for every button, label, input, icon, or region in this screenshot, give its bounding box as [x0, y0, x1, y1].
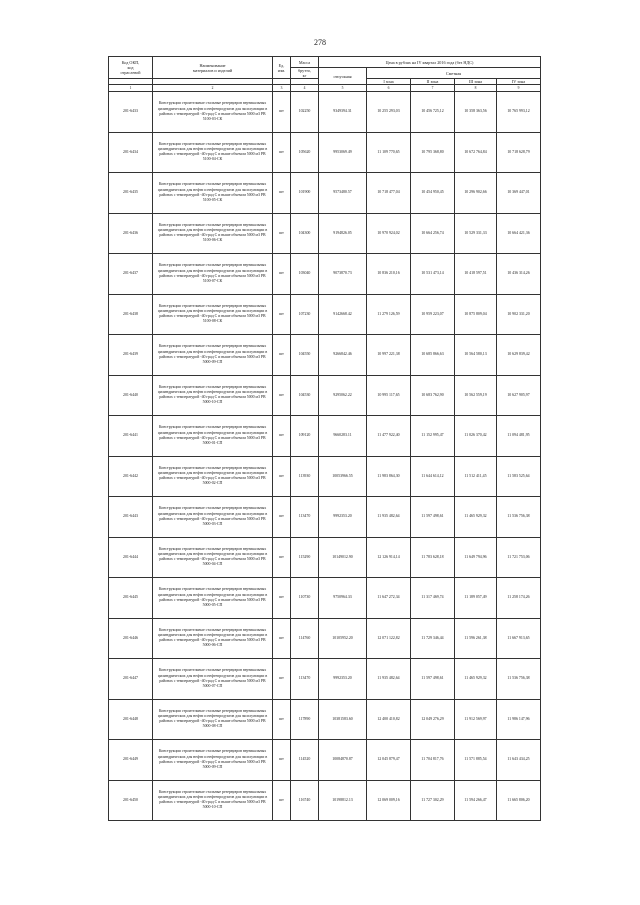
row-price-zone-1: 10 997 221,38 [367, 335, 411, 376]
row-price-zone-1: 12 045 879,47 [367, 740, 411, 781]
row-unit: шт [273, 537, 291, 578]
row-price-zone-1: 11 983 864,30 [367, 456, 411, 497]
row-price-zone-3: 10 358 363,56 [455, 92, 497, 133]
row-price-zone-3: 11 912 569,97 [455, 699, 497, 740]
row-code: 201-6445 [109, 578, 153, 619]
row-price-zone-3: 10 418 597,51 [455, 254, 497, 295]
row-description: Конструкции строительные стальные резервуаров вертикальных цилиндрических для нефти и нефтепродуктов для эксплуатации в районах с температурой -40 град С и выше объемом 5000 м3 РВ 5100-05-СК [153, 173, 273, 214]
row-price-zone-3: 11 465 929,32 [455, 497, 497, 538]
row-price-zone-2: 11 644 614,12 [411, 456, 455, 497]
row-mass: 107230 [291, 294, 319, 335]
row-price-zone-3: 11 649 794,96 [455, 537, 497, 578]
header-mass-gross: брутто, кг [291, 68, 319, 79]
table-row [109, 335, 541, 376]
row-description: Конструкции строительные стальные резервуаров вертикальных цилиндрических для нефти и нефтепродуктов для эксплуатации в районах с температурой -40 град С и выше объемом 5000 м3 РВ 5000-06-СП [153, 618, 273, 659]
row-wholesale-price: 9953069.49 [319, 132, 367, 173]
column-number: 3 [273, 85, 291, 92]
row-wholesale-price: 9266842.46 [319, 335, 367, 376]
table-row [109, 659, 541, 700]
row-mass: 114760 [291, 618, 319, 659]
row-wholesale-price: 9194826.05 [319, 213, 367, 254]
column-number: 9 [497, 85, 541, 92]
row-price-zone-2: 10 664 256,74 [411, 213, 455, 254]
row-wholesale-price: 9295062.22 [319, 375, 367, 416]
row-unit: шт [273, 375, 291, 416]
row-price-zone-2: 10 531 473,14 [411, 254, 455, 295]
row-unit: шт [273, 578, 291, 619]
table-body [109, 92, 541, 821]
row-price-zone-3: 11 596 261,38 [455, 618, 497, 659]
row-price-zone-1: 11 647 272,34 [367, 578, 411, 619]
row-mass: 110730 [291, 578, 319, 619]
row-unit: шт [273, 497, 291, 538]
table-row [109, 578, 541, 619]
row-description: Конструкции строительные стальные резервуаров вертикальных цилиндрических для нефти и нефтепродуктов для эксплуатации в районах с температурой -40 град С и выше объемом 5000 м3 РВ 5000-10-СП [153, 375, 273, 416]
row-price-zone-1: 12 126 914,14 [367, 537, 411, 578]
row-unit: шт [273, 92, 291, 133]
row-price-zone-1: 11 935 482,64 [367, 497, 411, 538]
row-wholesale-price: 9660283.11 [319, 416, 367, 457]
row-price-zone-4: 10 436 314,26 [497, 254, 541, 295]
row-description: Конструкции строительные стальные резервуаров вертикальных цилиндрических для нефти и нефтепродуктов для эксплуатации в районах с температурой -40 град С и выше объемом 5000 м3 РВ 5100-08-СК [153, 294, 273, 335]
row-code: 201-6442 [109, 456, 153, 497]
row-wholesale-price: 9750964.33 [319, 578, 367, 619]
row-wholesale-price: 9992353.20 [319, 497, 367, 538]
row-code: 201-6444 [109, 537, 153, 578]
row-mass: 113470 [291, 659, 319, 700]
row-price-zone-3: 10 529 331,33 [455, 213, 497, 254]
row-price-zone-2: 11 729 346,44 [411, 618, 455, 659]
table-row [109, 699, 541, 740]
row-price-zone-1: 12 071 122,82 [367, 618, 411, 659]
row-description: Конструкции строительные стальные резервуаров вертикальных цилиндрических для нефти и нефтепродуктов для эксплуатации в районах с температурой -40 град С и выше объемом 5000 м3 РВ 5000-05-СП [153, 578, 273, 619]
table-row [109, 537, 541, 578]
price-table [108, 56, 541, 821]
row-price-zone-3: 11 026 370,42 [455, 416, 497, 457]
table-row [109, 294, 541, 335]
row-price-zone-2: 10 685 866,63 [411, 335, 455, 376]
row-price-zone-4: 11 721 753,06 [497, 537, 541, 578]
row-description: Конструкции строительные стальные резервуаров вертикальных цилиндрических для нефти и нефтепродуктов для эксплуатации в районах с температурой -40 град С и выше объемом 5000 м3 РВ 5100-04-СК [153, 132, 273, 173]
row-code: 201-6434 [109, 132, 153, 173]
row-mass: 109120 [291, 416, 319, 457]
row-price-zone-4: 11 536 756,38 [497, 659, 541, 700]
row-description: Конструкции строительные стальные резервуаров вертикальных цилиндрических для нефти и нефтепродуктов для эксплуатации в районах с температурой -40 град С и выше объемом 5000 м3 РВ 5000-01-СП [153, 416, 273, 457]
header-code: Код ОКП, код отраслевой [109, 57, 153, 79]
row-price-zone-3: 11 571 885,54 [455, 740, 497, 781]
column-number: 5 [319, 85, 367, 92]
row-code: 201-6447 [109, 659, 153, 700]
row-code: 201-6446 [109, 618, 153, 659]
table-row [109, 92, 541, 133]
row-wholesale-price: 10053966.55 [319, 456, 367, 497]
row-price-zone-4: 11 643 434,25 [497, 740, 541, 781]
row-price-zone-3: 10 296 902,66 [455, 173, 497, 214]
column-number: 7 [411, 85, 455, 92]
row-price-zone-3: 11 465 929,32 [455, 659, 497, 700]
column-number: 4 [291, 85, 319, 92]
row-price-zone-3: 11 189 057,49 [455, 578, 497, 619]
row-price-zone-3: 10 672 764,84 [455, 132, 497, 173]
header-unit: Ед. изм. [273, 57, 291, 79]
row-price-zone-4: 11 094 481,95 [497, 416, 541, 457]
row-price-zone-3: 11 512 411,45 [455, 456, 497, 497]
header-zone-3: III зона [455, 79, 497, 85]
row-wholesale-price: 10105952.20 [319, 618, 367, 659]
row-code: 201-6433 [109, 92, 153, 133]
row-price-zone-3: 11 594 266,47 [455, 780, 497, 821]
row-price-zone-2: 10 454 950,45 [411, 173, 455, 214]
row-price-zone-4: 11 536 756,38 [497, 497, 541, 538]
row-unit: шт [273, 416, 291, 457]
row-description: Конструкции строительные стальные резервуаров вертикальных цилиндрических для нефти и нефтепродуктов для эксплуатации в районах с температурой -40 град С и выше объемом 5000 м3 РВ 5100-03-СК [153, 92, 273, 133]
row-wholesale-price: 9349394.31 [319, 92, 367, 133]
row-price-zone-2: 11 317 469,74 [411, 578, 455, 619]
row-price-zone-1: 10 255 293,03 [367, 92, 411, 133]
row-price-zone-4: 10 629 839,42 [497, 335, 541, 376]
table-row [109, 132, 541, 173]
row-price-zone-1: 10 970 924,02 [367, 213, 411, 254]
row-mass: 113470 [291, 497, 319, 538]
row-code: 201-6437 [109, 254, 153, 295]
row-price-zone-1: 12 069 009,16 [367, 780, 411, 821]
row-mass: 117890 [291, 699, 319, 740]
row-price-zone-1: 10 718 477,04 [367, 173, 411, 214]
row-unit: шт [273, 740, 291, 781]
row-price-zone-4: 11 986 147,96 [497, 699, 541, 740]
row-wholesale-price: 9573480.57 [319, 173, 367, 214]
header-estimate: Сметная [367, 68, 541, 79]
row-description: Конструкции строительные стальные резервуаров вертикальных цилиндрических для нефти и нефтепродуктов для эксплуатации в районах с температурой -40 град С и выше объемом 5000 м3 РВ 5000-08-СП [153, 699, 273, 740]
row-code: 201-6449 [109, 740, 153, 781]
row-price-zone-4: 11 667 913,65 [497, 618, 541, 659]
row-description: Конструкции строительные стальные резервуаров вертикальных цилиндрических для нефти и нефтепродуктов для эксплуатации в районах с температурой -40 град С и выше объемом 5000 м3 РВ 5000-09-СП [153, 335, 273, 376]
row-wholesale-price: 10381583.60 [319, 699, 367, 740]
row-description: Конструкции строительные стальные резервуаров вертикальных цилиндрических для нефти и нефтепродуктов для эксплуатации в районах с температурой -40 град С и выше объемом 5000 м3 РВ 5000-10-СП [153, 780, 273, 821]
table-header [109, 57, 541, 92]
table-row [109, 375, 541, 416]
table-row [109, 254, 541, 295]
row-price-zone-1: 10 995 117,65 [367, 375, 411, 416]
row-price-zone-2: 11 597 498,61 [411, 497, 455, 538]
row-price-zone-1: 11 109 770,65 [367, 132, 411, 173]
row-code: 201-6435 [109, 173, 153, 214]
row-price-zone-2: 10 959 223,07 [411, 294, 455, 335]
header-mass: Масса [291, 57, 319, 68]
row-unit: шт [273, 335, 291, 376]
header-zone-4: IV зона [497, 79, 541, 85]
row-price-zone-3: 10 562 559,19 [455, 375, 497, 416]
row-price-zone-2: 11 727 302,29 [411, 780, 455, 821]
column-number: 6 [367, 85, 411, 92]
row-price-zone-1: 11 935 482,64 [367, 659, 411, 700]
row-price-zone-4: 10 664 421,36 [497, 213, 541, 254]
header-wholesale: отпускная [319, 68, 367, 85]
row-code: 201-6440 [109, 375, 153, 416]
row-price-zone-2: 11 152 995,47 [411, 416, 455, 457]
row-mass: 103040 [291, 254, 319, 295]
row-price-zone-3: 10 564 580,13 [455, 335, 497, 376]
row-mass: 104550 [291, 335, 319, 376]
column-number: 2 [153, 85, 273, 92]
row-price-zone-2: 10 456 725,12 [411, 92, 455, 133]
row-unit: шт [273, 213, 291, 254]
row-mass: 105620 [291, 132, 319, 173]
row-wholesale-price: 9073870.73 [319, 254, 367, 295]
table-row [109, 497, 541, 538]
table-row [109, 173, 541, 214]
row-price-zone-2: 12 049 276,29 [411, 699, 455, 740]
row-mass: 116740 [291, 780, 319, 821]
header-name: Наименование материалов и изделий [153, 57, 273, 79]
row-unit: шт [273, 780, 291, 821]
header-zone-2: II зона [411, 79, 455, 85]
row-code: 201-6439 [109, 335, 153, 376]
row-mass: 104300 [291, 213, 319, 254]
header-price-title: Цена в рублях на IV квартал 2016 года (без НДС) [319, 57, 541, 68]
row-price-zone-1: 11 477 922,40 [367, 416, 411, 457]
row-unit: шт [273, 699, 291, 740]
row-unit: шт [273, 294, 291, 335]
table-row [109, 780, 541, 821]
row-unit: шт [273, 618, 291, 659]
row-price-zone-4: 11 665 806,20 [497, 780, 541, 821]
row-price-zone-2: 11 704 817,76 [411, 740, 455, 781]
page-number: 278 [314, 38, 326, 47]
row-price-zone-1: 10 836 210,16 [367, 254, 411, 295]
row-description: Конструкции строительные стальные резервуаров вертикальных цилиндрических для нефти и нефтепродуктов для эксплуатации в районах с температурой -40 град С и выше объемом 5000 м3 РВ 5000-04-СП [153, 537, 273, 578]
row-wholesale-price: 9992353.20 [319, 659, 367, 700]
table-row [109, 740, 541, 781]
row-description: Конструкции строительные стальные резервуаров вертикальных цилиндрических для нефти и нефтепродуктов для эксплуатации в районах с температурой -40 град С и выше объемом 5000 м3 РВ 5000-02-СП [153, 456, 273, 497]
header-zone-1: I зона [367, 79, 411, 85]
column-numbers-row [109, 85, 541, 92]
row-code: 201-6441 [109, 416, 153, 457]
row-price-zone-2: 10 683 762,90 [411, 375, 455, 416]
row-price-zone-4: 10 902 331,20 [497, 294, 541, 335]
row-wholesale-price: 10198812.13 [319, 780, 367, 821]
row-price-zone-4: 10 718 628,79 [497, 132, 541, 173]
row-mass: 102250 [291, 92, 319, 133]
row-unit: шт [273, 659, 291, 700]
row-price-zone-4: 10 627 905,97 [497, 375, 541, 416]
row-price-zone-4: 11 258 174,26 [497, 578, 541, 619]
row-price-zone-1: 11 279 126,59 [367, 294, 411, 335]
row-price-zone-2: 11 597 498,61 [411, 659, 455, 700]
row-price-zone-1: 12 400 410,82 [367, 699, 411, 740]
row-wholesale-price: 9142668.42 [319, 294, 367, 335]
row-mass: 115290 [291, 537, 319, 578]
row-price-zone-4: 10 369 447,01 [497, 173, 541, 214]
row-description: Конструкции строительные стальные резервуаров вертикальных цилиндрических для нефти и нефтепродуктов для эксплуатации в районах с температурой -40 град С и выше объемом 5000 м3 РВ 5100-06-СК [153, 213, 273, 254]
row-price-zone-2: 10 795 368,80 [411, 132, 455, 173]
row-wholesale-price: 10149012.90 [319, 537, 367, 578]
row-wholesale-price: 10084870.87 [319, 740, 367, 781]
row-code: 201-6438 [109, 294, 153, 335]
row-unit: шт [273, 254, 291, 295]
row-code: 201-6443 [109, 497, 153, 538]
row-description: Конструкции строительные стальные резервуаров вертикальных цилиндрических для нефти и нефтепродуктов для эксплуатации в районах с температурой -40 град С и выше объемом 5000 м3 РВ 5000-03-СП [153, 497, 273, 538]
column-number: 1 [109, 85, 153, 92]
row-price-zone-4: 10 765 993,12 [497, 92, 541, 133]
row-price-zone-4: 11 583 525,64 [497, 456, 541, 497]
row-mass: 101900 [291, 173, 319, 214]
table-row [109, 618, 541, 659]
column-number: 8 [455, 85, 497, 92]
table-row [109, 416, 541, 457]
table-row [109, 456, 541, 497]
row-mass: 114520 [291, 740, 319, 781]
row-unit: шт [273, 173, 291, 214]
row-price-zone-2: 11 783 628,18 [411, 537, 455, 578]
row-code: 201-6448 [109, 699, 153, 740]
row-description: Конструкции строительные стальные резервуаров вертикальных цилиндрических для нефти и нефтепродуктов для эксплуатации в районах с температурой -40 град С и выше объемом 5000 м3 РВ 5000-07-СП [153, 659, 273, 700]
row-description: Конструкции строительные стальные резервуаров вертикальных цилиндрических для нефти и нефтепродуктов для эксплуатации в районах с температурой -40 град С и выше объемом 5000 м3 РВ 5000-09-СП [153, 740, 273, 781]
row-code: 201-6436 [109, 213, 153, 254]
row-unit: шт [273, 456, 291, 497]
row-price-zone-3: 10 875 809,04 [455, 294, 497, 335]
row-mass: 113930 [291, 456, 319, 497]
row-unit: шт [273, 132, 291, 173]
row-mass: 104530 [291, 375, 319, 416]
row-description: Конструкции строительные стальные резервуаров вертикальных цилиндрических для нефти и нефтепродуктов для эксплуатации в районах с температурой -40 град С и выше объемом 5000 м3 РВ 5100-07-СК [153, 254, 273, 295]
row-code: 201-6450 [109, 780, 153, 821]
table-row [109, 213, 541, 254]
